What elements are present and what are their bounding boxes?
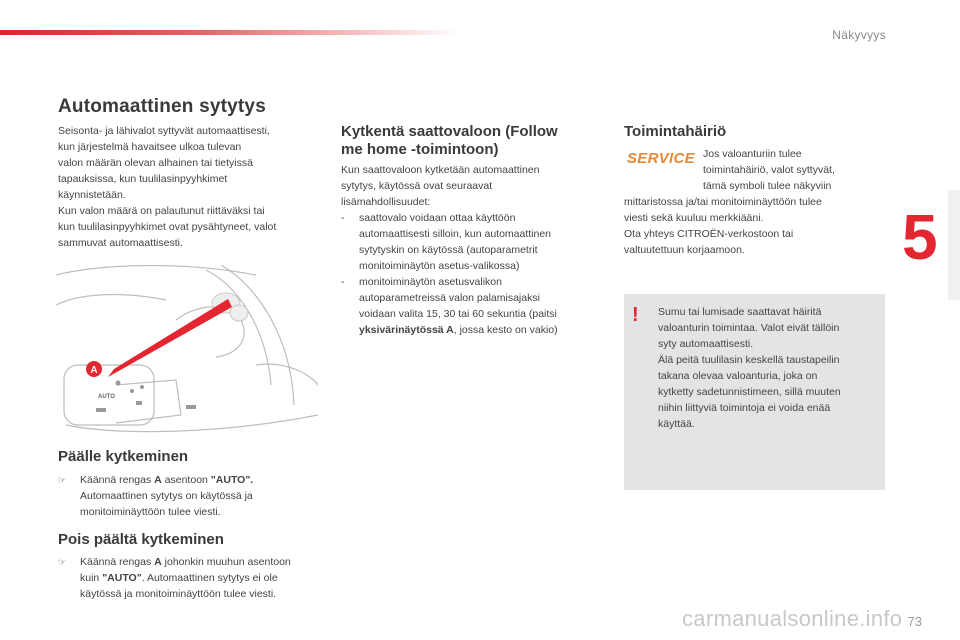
watermark: carmanualsonline.info xyxy=(682,606,903,631)
label-a-marker: A xyxy=(90,365,98,376)
pointing-hand-icon: ☞ xyxy=(58,475,67,485)
chapter-tab xyxy=(948,190,960,300)
list-item: - monitoiminäytön asetusvalikon autoparametreissä valon palamisajaksi voidaan valita 15, 30 tai 60 sekuntia (paitsi yksivärinäytössä A, jossa kesto on vakio) xyxy=(341,276,558,336)
malfunction-text: mittaristossa ja/tai monitoiminäyttöön tulee viesti sekä kuuluu merkkiääni. Ota yhteys CITROËN-verkostoon tai valtuutettuun korjaamoon. xyxy=(624,196,822,256)
warning-exclamation-icon: ! xyxy=(632,304,639,326)
malfunction-text-indented: Jos valoanturiin tulee toimintahäiriö, valot syttyvät, tämä symboli tulee näkyviin xyxy=(703,148,835,192)
intro-paragraph: Seisonta- ja lähivalot syttyvät automaattisesti, kun järjestelmä havaitsee ulkoa tulevan valon määrän olevan alhainen tai tietyissä tapauksissa, kun tuulilasinpyyhkimet käynnistetään. Kun valon määrä on palautunut riittäväksi tai kun tuulilasinpyyhkimet ovat pysähtyneet, valot sammuvat automaattisesti. xyxy=(58,125,277,249)
pointing-hand-icon: ☞ xyxy=(58,557,67,567)
label-auto: AUTO xyxy=(98,394,115,400)
section-title: Näkyvyys xyxy=(832,28,886,42)
list-item: - saattovalo voidaan ottaa käyttöön automaattisesti silloin, kun automaattinen sytytyskin on käytössä (autoparametrit monitoiminäytön asetus-valikossa) xyxy=(341,212,552,272)
follow-me-home-heading: Kytkentä saattovaloon (Follow me home -toimintoon) xyxy=(341,123,558,158)
malfunction-heading: Toimintahäiriö xyxy=(624,123,727,140)
light-stalk-illustration xyxy=(56,265,318,435)
chapter-number: 5 xyxy=(902,201,938,273)
warning-text: Sumu tai lumisade saattavat häiritä valoanturin toimintaa. Valot eivät tällöin syty automaattisesti. Älä peitä tuulilasin keskellä taustapeilin takana olevaa valoanturia, joka on kytketty sadetunnistimeen, sillä muuten niihin liittyviä toimintoja ei voida enää käyttää. xyxy=(658,306,841,430)
header-accent-bar xyxy=(0,30,460,35)
service-warning-icon: SERVICE xyxy=(627,150,695,167)
page-number: 73 xyxy=(907,614,922,629)
switch-on-heading: Päälle kytkeminen xyxy=(58,448,189,465)
switch-off-heading: Pois päältä kytkeminen xyxy=(58,531,224,548)
follow-me-home-text: Kun saattovaloon kytketään automaattinen sytytys, käytössä ovat seuraavat lisämahdollisuudet: - saattovalo voidaan ottaa käyttöön automaattisesti silloin, kun automaattinen sytytyskin on käytössä (autoparametrit monitoiminäytön asetus-valikossa) - monitoiminäytön asetusvalikon autoparametreissä valon palamisajaksi voidaan valita 15, 30 tai 60 sekuntia (paitsi yksivärinäytössä A, jossa kesto on vakio) xyxy=(341,162,603,338)
main-heading: Automaattinen sytytys xyxy=(58,96,266,117)
